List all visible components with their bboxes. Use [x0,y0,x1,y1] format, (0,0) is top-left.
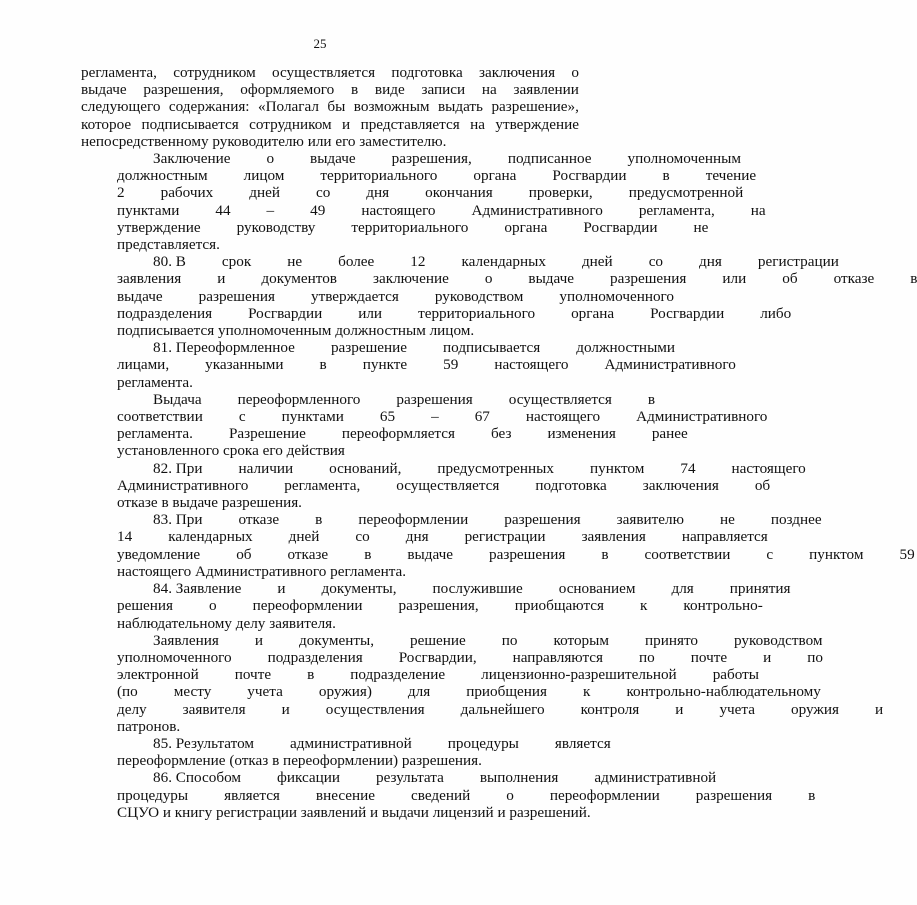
word: 84. Заявление [153,580,242,598]
word: с [766,545,774,563]
word: оружия) [318,683,372,701]
word: подразделение [350,666,446,684]
word: контроля [580,700,640,718]
word: в [319,356,327,374]
word: разрешение [330,339,408,357]
word: календарных [461,253,546,271]
word: – [266,201,275,219]
word: является [224,786,280,804]
word: пунктами [281,408,344,426]
text-line [81,425,688,443]
text-line: настоящего Административного регламента. [117,562,407,580]
word: по [639,648,655,666]
text-line: СЦУО и книгу регистрации заявлений и выдачи лицензий и разрешений. [117,803,591,821]
word: Административного [117,476,249,494]
word: учета [719,700,755,718]
word: срок [221,253,252,271]
word: к [583,683,591,701]
word: 81. Переоформленное [153,339,295,357]
word: проверки, [528,184,593,202]
word: 59 [443,356,459,374]
word: электронной [117,666,199,684]
text-line [81,476,771,494]
text-line: регламента. [117,373,193,391]
word: не [693,218,709,236]
word: территориального [320,167,438,185]
word: пунктом [589,459,645,477]
word: подготовка [535,476,607,494]
word: почте [234,666,272,684]
word: 14 [117,528,133,546]
word: дня [405,528,429,546]
word: выдаче [528,270,575,288]
word: отказе [833,270,875,288]
word: виде [374,81,405,99]
word: настоящего [731,459,806,477]
word: в [315,511,323,529]
text-line [81,511,822,529]
word: разрешения, [143,81,224,99]
word: рабочих [160,184,214,202]
word: на [470,115,485,133]
text-line [81,304,792,322]
paragraph [81,769,816,821]
word: Росгвардии [552,167,627,185]
word: соответствии [117,408,203,426]
word: отказе [287,545,329,563]
word: разрешения [504,511,581,529]
word: в [808,786,816,804]
text-line: отказе в выдаче разрешения. [117,494,302,512]
word: более [338,253,375,271]
word: является [554,734,611,752]
word: сведений [411,786,471,804]
word: дня [366,184,390,202]
word: утверждение [495,115,579,133]
word: соответствии [644,545,731,563]
word: наличии [238,459,294,477]
word: лицом [243,167,285,185]
word: послужившие [432,580,523,598]
word: Росгвардии [650,304,725,322]
word: разрешения [695,786,773,804]
word: предусмотренной [628,184,744,202]
word: и [217,270,226,288]
word: об [236,545,252,563]
text-line [81,528,768,546]
word: 59 [899,545,915,563]
text-line [81,666,759,684]
word: и [763,648,772,666]
word: разрешения [396,390,473,408]
word: утверждение [117,218,201,236]
word: органа [504,218,548,236]
word: по [807,648,823,666]
word: течение [705,167,757,185]
word: разрешения [610,270,687,288]
word: 2 [117,184,125,202]
text-line [81,64,579,81]
word: дней [581,253,613,271]
word: в [647,390,656,408]
word: разрешения [198,287,275,305]
word: с [238,408,246,426]
word: об [782,270,798,288]
paragraph [81,459,806,512]
word: сотрудником [173,64,256,81]
text-line [81,786,816,804]
word: работы [712,666,759,684]
word: дня [699,253,722,271]
text-line [81,408,768,426]
text-line [81,545,915,563]
word: процедуры [447,734,519,752]
word: контрольно- [683,597,763,615]
word: Разрешение [228,425,306,443]
word: (по [117,683,138,701]
word: уведомление [117,545,201,563]
text-line [81,769,717,787]
word: пунктом [809,545,864,563]
word: представляется [360,115,460,133]
word: административной [290,734,412,752]
word: должностными [576,339,676,357]
word: не [719,511,735,529]
word: и [874,700,884,718]
word: 65 [379,408,396,426]
word: разрешения, [391,150,472,168]
paragraph [81,631,884,735]
word: 80. В [153,253,186,271]
page-number: 25 [313,36,327,51]
text-line [81,184,744,202]
text-line [81,597,763,615]
word: контрольно-наблюдательному [626,683,821,701]
text-line [81,81,579,98]
word: для [407,683,431,701]
word: переоформленного [237,390,361,408]
word: руководством [733,631,823,649]
word: и [277,580,286,598]
word: выдаче [407,545,453,563]
word: принятия [729,580,791,598]
paragraph [81,339,736,391]
word: и [342,115,351,133]
word: окончания [425,184,493,202]
word: органа [571,304,615,322]
word: подписывается [141,115,239,133]
word: лицензионно-разрешительной [481,666,677,684]
word: позднее [770,511,822,529]
word: в [601,545,609,563]
word: осуществления [325,700,425,718]
word: руководству [236,218,316,236]
word: на [750,201,766,219]
word: в [364,545,372,563]
word: со [648,253,664,271]
word: – [431,408,439,426]
text-line [81,150,741,168]
word: дней [249,184,280,202]
word: Административного [636,408,768,426]
text-line: подписывается уполномоченным должностным лицом. [117,322,475,340]
word: приобщаются [514,597,604,615]
word: процедуры [117,786,189,804]
text-line [81,356,736,374]
word: пункте [362,356,408,374]
word: направляется [681,528,768,546]
word: отказе [238,511,280,529]
word: настоящего [361,201,436,219]
word: оформляемого [240,81,335,99]
word: Выдача [153,390,202,408]
word: Административного [471,201,603,219]
word: переоформлении [549,786,660,804]
word: и [281,700,290,718]
word: 74 [680,459,696,477]
text-line [81,218,709,236]
word: 44 [215,201,231,219]
word: заключения [479,64,556,81]
paragraph [81,253,917,340]
word: учета [247,683,283,701]
text-line: переоформление (отказ в переоформлении) разрешения. [117,752,482,770]
word: регламента, [81,64,157,81]
word: разрешения [488,545,566,563]
word: предусмотренных [437,459,554,477]
text-line [81,648,823,666]
word: заявления [581,528,646,546]
paragraph [81,511,915,580]
word: решения [117,597,174,615]
paragraph [81,580,791,632]
text-line [81,734,611,752]
word: территориального [351,218,469,236]
word: подписанное [507,150,592,168]
word: месту [173,683,212,701]
word: уполномоченного [117,648,232,666]
word: изменения [547,425,616,443]
word: выдать [437,98,483,116]
word: 12 [410,253,426,271]
word: дальнейшего [460,700,545,718]
word: 49 [310,201,326,219]
word: для [671,580,694,598]
word: приобщения [466,683,548,701]
word: регламента, [638,201,715,219]
word: в [307,666,315,684]
word: либо [760,304,792,322]
text-line: установленного срока его действия [117,442,345,460]
word: дней [288,528,320,546]
text-line [81,580,791,598]
word: разрешения, [398,597,479,615]
word: 82. При [153,459,203,477]
text-line [81,339,676,357]
word: ранее [651,425,688,443]
word: о [484,270,493,288]
word: переоформлении [358,511,469,529]
word: 86. Способом [153,769,241,787]
text-line [81,390,656,408]
word: внесение [315,786,376,804]
word: фиксации [277,769,341,787]
text-line [81,270,917,288]
word: со [355,528,370,546]
word: оснований, [329,459,402,477]
word: принято [644,631,698,649]
word: административной [594,769,717,787]
word: заключение [372,270,449,288]
text-line [81,459,806,477]
word: «Полагал [257,98,319,116]
word: уполномоченного [559,287,675,305]
paragraph [81,734,611,770]
word: 85. Результатом [153,734,255,752]
word: документы, [299,631,375,649]
word: результата [376,769,444,787]
text-line [81,683,821,701]
word: делу [117,700,147,718]
word: подразделения [267,648,363,666]
word: Росгвардии [248,304,323,322]
word: на [481,81,497,99]
word: и [675,700,684,718]
word: территориального [418,304,536,322]
word: следующего [81,98,161,116]
word: об [754,476,771,494]
word: не [287,253,303,271]
word: направляются [512,648,604,666]
word: Заявления [153,631,219,649]
word: Заключение [153,150,231,168]
word: к [640,597,648,615]
word: 67 [474,408,490,426]
word: заключения [642,476,719,494]
word: Росгвардии, [398,648,477,666]
paragraph [81,390,768,460]
word: документов [261,270,337,288]
word: выдаче [310,150,356,168]
word: осуществляется [271,64,376,81]
word: пунктами [117,201,180,219]
word: настоящего [494,356,569,374]
word: сотрудником [249,115,332,133]
text-line [81,116,579,133]
word: лицами, [117,356,170,374]
text-line: наблюдательному делу заявителя. [117,614,336,632]
word: оружия [790,700,839,718]
word: заявителя [182,700,246,718]
word: подразделения [117,304,213,322]
word: о [266,150,275,168]
word: о [571,64,579,81]
word: бы [327,98,346,116]
word: со [315,184,331,202]
word: подписывается [443,339,541,357]
word: записи [421,81,466,99]
word: разрешение», [491,98,579,116]
text-line: представляется. [117,236,220,254]
word: решение [410,631,466,649]
word: Административного [604,356,736,374]
text-line [81,631,823,649]
word: или [358,304,383,322]
word: Росгвардии [583,218,658,236]
word: заявления [117,270,182,288]
word: настоящего [525,408,601,426]
word: регистрации [464,528,546,546]
word: переоформляется [341,425,455,443]
word: и [254,631,264,649]
word: осуществляется [508,390,612,408]
word: должностным [117,167,208,185]
word: регламента. [117,425,193,443]
text-line [81,700,884,718]
word: возможным [353,98,430,116]
word: календарных [168,528,253,546]
word: выдаче [81,81,127,99]
word: в [910,270,917,288]
word: переоформлении [252,597,363,615]
text-line [81,201,766,219]
document-body [81,64,917,821]
word: содержания: [168,98,250,116]
word: регламента, [284,476,361,494]
word: почте [690,648,728,666]
word: указанными [205,356,284,374]
word: которое [81,115,132,133]
text-line: патронов. [117,717,181,735]
word: подготовка [391,64,463,81]
word: которым [553,631,609,649]
word: руководством [434,287,524,305]
word: регистрации [757,253,839,271]
text-line: непосредственному руководителю или его заместителю. [81,132,447,150]
word: утверждается [310,287,399,305]
word: уполномоченным [627,150,741,168]
word: или [722,270,747,288]
word: органа [473,167,517,185]
word: осуществляется [396,476,500,494]
text-line [81,98,579,115]
word: по [501,631,518,649]
word: документы, [321,580,397,598]
word: о [209,597,217,615]
word: в [351,81,359,99]
word: заявлении [513,81,579,99]
word: выполнения [479,769,559,787]
paragraph [81,150,766,254]
word: выдаче [117,287,163,305]
word: о [506,786,514,804]
word: без [490,425,512,443]
text-line [81,287,675,305]
word: в [662,167,670,185]
text-line [81,253,839,271]
text-line [81,167,757,185]
word: заявителю [616,511,684,529]
word: 83. При [153,511,203,529]
paragraph [81,64,579,150]
word: основанием [558,580,636,598]
